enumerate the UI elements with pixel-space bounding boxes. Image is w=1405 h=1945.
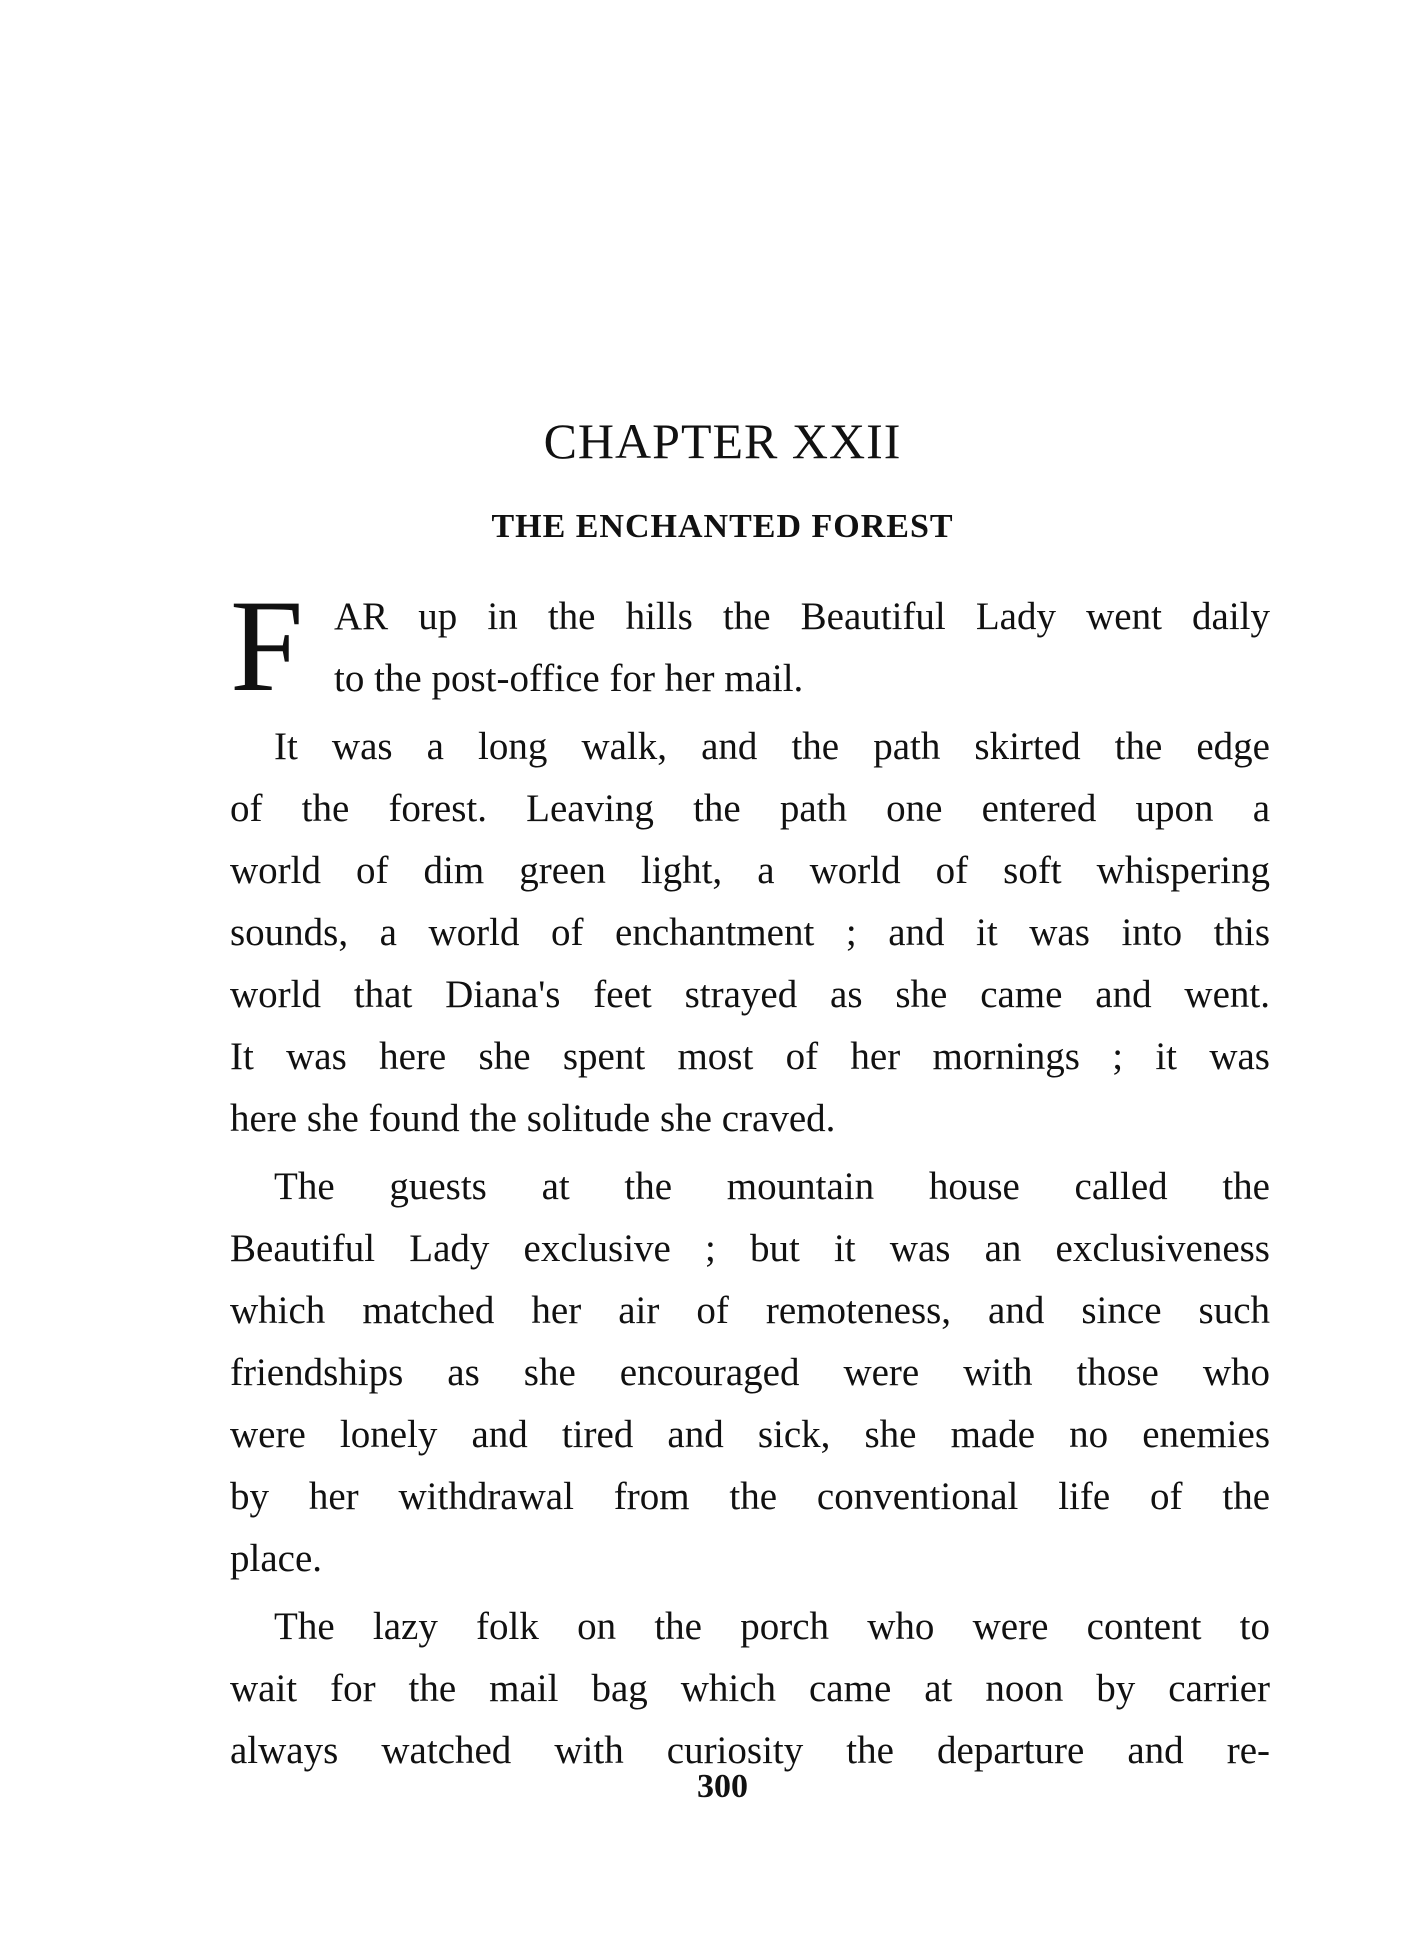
text-line: by her withdrawal from the conventional life of the bbox=[230, 1475, 1270, 1518]
text-line: which matched her air of remoteness, and since such bbox=[230, 1289, 1270, 1332]
text-line: of the forest. Leaving the path one entered upon a bbox=[230, 787, 1270, 830]
text-line: world that Diana's feet strayed as she came and went. bbox=[230, 973, 1270, 1016]
text-line: to the post-office for her mail. bbox=[334, 657, 804, 700]
text-line: here she found the solitude she craved. bbox=[230, 1097, 836, 1140]
text-line: The guests at the mountain house called the bbox=[274, 1165, 1270, 1208]
text-line: wait for the mail bag which came at noon by carrier bbox=[230, 1667, 1270, 1710]
body-text bbox=[230, 572, 1270, 1782]
chapter-heading: CHAPTER XXII bbox=[543, 413, 902, 469]
text-line: sounds, a world of enchantment ; and it was into this bbox=[230, 911, 1270, 954]
text-line: friendships as she encouraged were with those who bbox=[230, 1351, 1270, 1394]
text-line: world of dim green light, a world of soft whispering bbox=[230, 849, 1270, 892]
paragraph-4 bbox=[230, 1596, 1270, 1782]
text-line: It was a long walk, and the path skirted the edge bbox=[274, 725, 1270, 768]
page-number: 300 bbox=[697, 1768, 748, 1805]
text-line: Beautiful Lady exclusive ; but it was an exclusiveness bbox=[230, 1227, 1270, 1270]
text-line: place. bbox=[230, 1537, 323, 1580]
paragraph-1 bbox=[230, 572, 1270, 719]
paragraph-3 bbox=[230, 1156, 1270, 1590]
text-line: The lazy folk on the porch who were content to bbox=[274, 1605, 1270, 1648]
text-line: AR up in the hills the Beautiful Lady went daily bbox=[334, 595, 1270, 638]
text-line: were lonely and tired and sick, she made no enemies bbox=[230, 1413, 1270, 1456]
text-line: always watched with curiosity the departure and re- bbox=[230, 1729, 1270, 1772]
chapter-title: THE ENCHANTED FOREST bbox=[491, 508, 954, 545]
text-line: It was here she spent most of her mornings ; it was bbox=[230, 1035, 1270, 1078]
drop-cap: F bbox=[230, 572, 304, 719]
paragraph-2 bbox=[230, 716, 1270, 1150]
